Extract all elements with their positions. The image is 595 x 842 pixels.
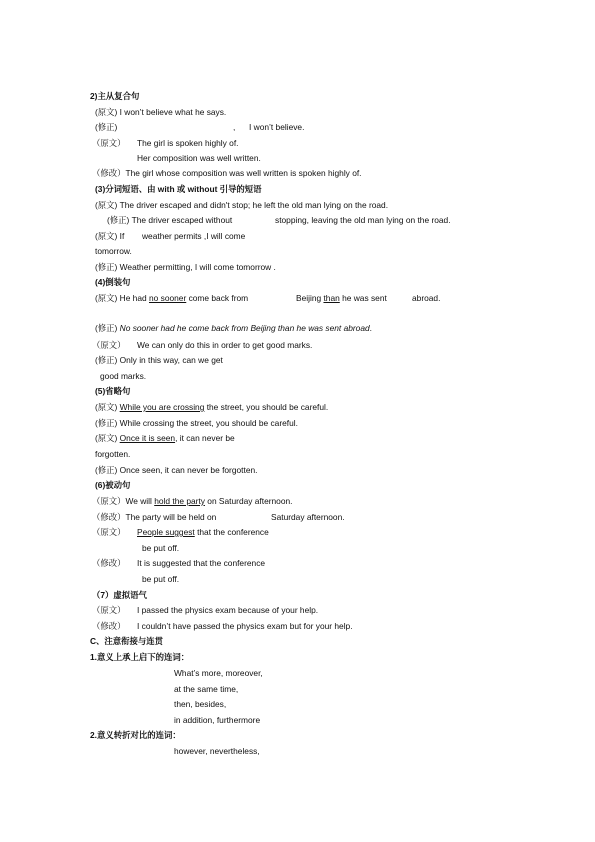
label: (修正) [95,323,120,333]
text-line: （修改）The party will be held on [92,512,217,522]
text-line: （修改） [92,558,126,568]
section-heading: (6)被动句 [95,480,131,490]
text-line: （修改）The girl whose composition was well written is spoken highly of. [92,168,362,178]
text-line: (修正) Only in this way, can we get [95,355,223,365]
text-line [95,121,117,133]
text-line [296,292,387,304]
text-line [95,292,248,304]
section-heading: （7）虚拟语气 [92,590,147,600]
text-segment: come back from [186,293,249,303]
text-line: abroad. [412,293,441,303]
text-line: tomorrow. [95,246,132,256]
section-heading: C、注意衔接与连贯 [90,636,164,646]
text-line: I couldn’t have passed the physics exam but for your help. [137,621,353,631]
text-line: , [233,122,236,132]
text-line: stopping, leaving the old man lying on the road. [275,215,451,225]
label: (原文) [95,433,120,443]
label: (原文) [95,402,120,412]
text-line: I passed the physics exam because of your help. [137,605,319,615]
text-line: then, besides, [174,699,227,709]
italic-sentence: No sooner had he come back from Beijing than he was sent abroad [119,323,370,333]
text-segment: . [369,323,372,333]
text-line: (原文) I won’t believe what he says. [95,107,227,117]
section-heading: 2.意义转折对比的连词： [90,730,181,740]
text-line: We can only do this in order to get good marks. [137,340,313,350]
text-line: The girl is spoken highly of. [137,138,239,148]
text-segment: （原文）We will [92,496,155,506]
underlined-phrase: Once it is seen [119,433,176,443]
text-line: good marks. [100,371,147,381]
text-line: in addition, furthermore [174,715,261,725]
section-heading: 2)主从复合句 [90,91,140,101]
text-segment: the street, you should be careful. [204,402,329,412]
text-line: weather permits ,I will come [142,231,246,241]
text-segment: , it can never be [175,433,235,443]
text-line: however, nevertheless, [174,746,260,756]
text-line: （原文） [92,605,126,615]
text-line: (原文) The driver escaped and didn't stop; he left the old man lying on the road. [95,200,389,210]
text-line: I won’t believe. [249,122,305,132]
underlined-phrase: People suggest [137,527,195,537]
text-line: （原文） [92,340,126,350]
underlined-phrase: no sooner [149,293,187,303]
text-segment: Beijing [296,293,324,303]
text-line: （修改） [92,621,126,631]
underlined-phrase: While you are crossing [119,402,205,412]
text-line [95,401,328,413]
text-line [137,526,269,538]
text-line: be put off. [142,574,180,584]
text-line: (修正) The driver escaped without [107,215,233,225]
text-line: (修正) While crossing the street, you should be careful. [95,418,298,428]
text-line: （原文） [92,527,126,537]
text-line: It is suggested that the conference [137,558,266,568]
text-line: be put off. [142,543,180,553]
text-line: (修正) Once seen, it can never be forgotten. [95,465,258,475]
text-segment: he was sent [339,293,387,303]
text-segment: on Saturday afternoon. [204,496,293,506]
text-line: Her composition was well written. [137,153,261,163]
section-heading: (4)倒装句 [95,277,131,287]
underlined-phrase: than [323,293,340,303]
text-line: (修正) Weather permitting, I will come tomorrow . [95,262,276,272]
text-line: Saturday afternoon. [271,512,345,522]
text-line: forgotten. [95,449,131,459]
section-heading: (3)分词短语、由 with 或 without 引导的短语 [95,184,262,194]
text-line: （原文） [92,138,126,148]
text-segment: that the conference [194,527,269,537]
underlined-phrase: hold the party [154,496,205,506]
text-line: What’s more, moreover, [174,668,263,678]
section-heading: (5)省略句 [95,386,131,396]
text-line: (原文) If [95,231,125,241]
text-line [95,322,372,334]
text-line [92,495,293,507]
text-line [95,432,235,444]
section-heading: 1.意义上承上启下的连词： [90,652,190,662]
label: (修正) [95,122,118,132]
text-segment: (原文) He had [95,293,149,303]
text-line: at the same time, [174,684,239,694]
